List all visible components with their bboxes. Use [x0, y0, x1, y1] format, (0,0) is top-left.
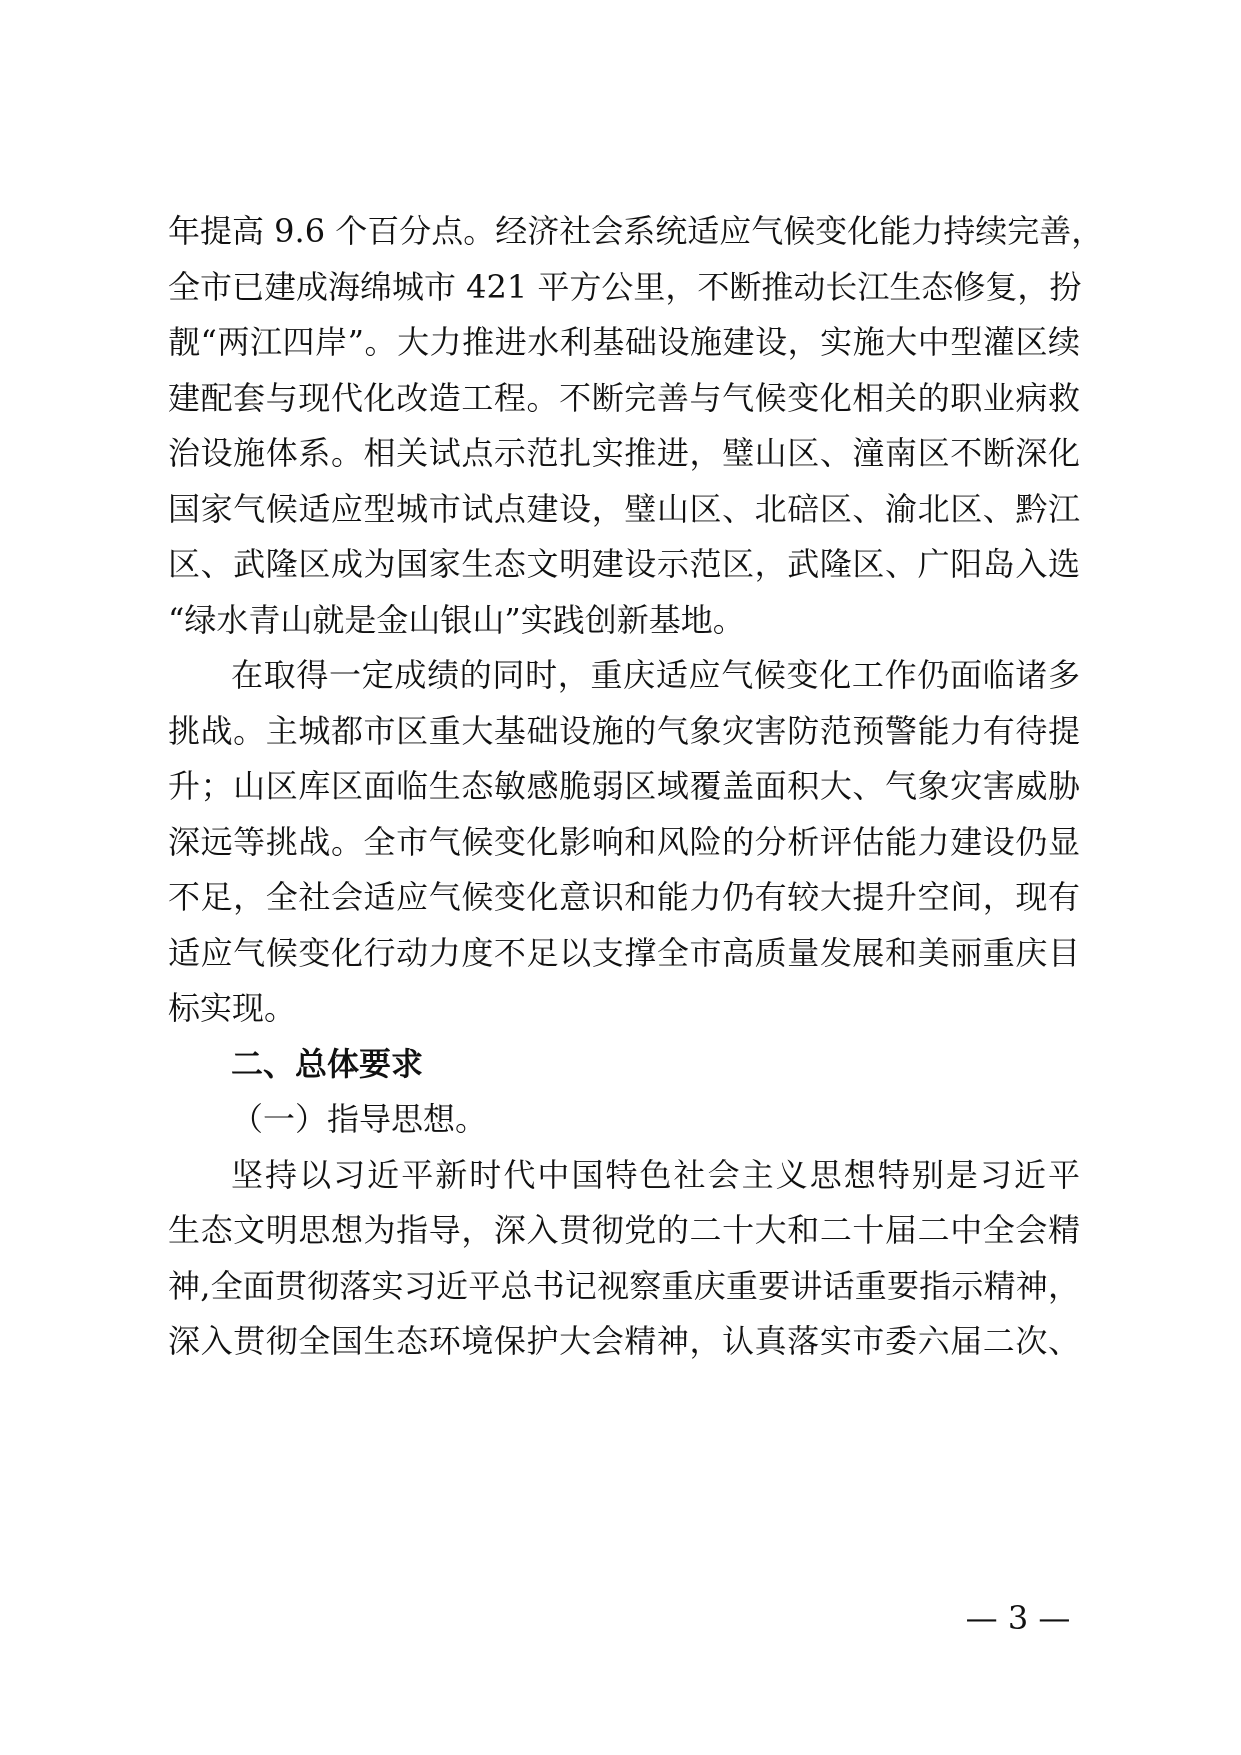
paragraph-1-line-8: “绿水青山就是金山银山”实践创新基地。 — [168, 601, 745, 639]
paragraph-2-line-4: 深远等挑战。全市气候变化影响和风险的分析评估能力建设仍显 — [168, 823, 1080, 861]
subsection-heading: （一）指导思想。 — [231, 1100, 488, 1138]
paragraph-2-line-5: 不足，全社会适应气候变化意识和能力仍有较大提升空间，现有 — [168, 878, 1080, 916]
paragraph-3-line-1: 坚持以习近平新时代中国特色社会主义思想特别是习近平 — [231, 1156, 1080, 1194]
paragraph-2-line-7: 标实现。 — [168, 989, 297, 1027]
paragraph-1-line-4: 建配套与现代化改造工程。不断完善与气候变化相关的职业病救 — [168, 379, 1080, 417]
paragraph-3-line-4: 深入贯彻全国生态环境保护大会精神，认真落实市委六届二次、 — [168, 1322, 1080, 1360]
page-number: — 3 — — [965, 1599, 1071, 1637]
paragraph-2-line-6: 适应气候变化行动力度不足以支撑全市高质量发展和美丽重庆目 — [168, 934, 1080, 972]
section-heading: 二、总体要求 — [231, 1045, 424, 1083]
paragraph-1-line-6: 国家气候适应型城市试点建设，璧山区、北碚区、渝北区、黔江 — [168, 490, 1080, 528]
paragraph-3-line-2: 生态文明思想为指导，深入贯彻党的二十大和二十届二中全会精 — [168, 1211, 1080, 1249]
paragraph-1-line-7: 区、武隆区成为国家生态文明建设示范区，武隆区、广阳岛入选 — [168, 545, 1080, 583]
paragraph-3-line-3: 神,全面贯彻落实习近平总书记视察重庆重要讲话重要指示精神， — [168, 1267, 1080, 1305]
paragraph-2-line-3: 升；山区库区面临生态敏感脆弱区域覆盖面积大、气象灾害威胁 — [168, 767, 1080, 805]
paragraph-1-line-1: 年提高 9.6 个百分点。经济社会系统适应气候变化能力持续完善， — [168, 212, 1104, 250]
paragraph-2-line-2: 挑战。主城都市区重大基础设施的气象灾害防范预警能力有待提 — [168, 712, 1080, 750]
paragraph-1-line-3: 靓“两江四岸”。大力推进水利基础设施建设，实施大中型灌区续 — [168, 323, 1080, 361]
paragraph-1-line-2: 全市已建成海绵城市 421 平方公里，不断推动长江生态修复，扮 — [168, 268, 1082, 306]
paragraph-2-line-1: 在取得一定成绩的同时，重庆适应气候变化工作仍面临诸多 — [231, 656, 1080, 694]
paragraph-1-line-5: 治设施体系。相关试点示范扎实推进，璧山区、潼南区不断深化 — [168, 434, 1080, 472]
